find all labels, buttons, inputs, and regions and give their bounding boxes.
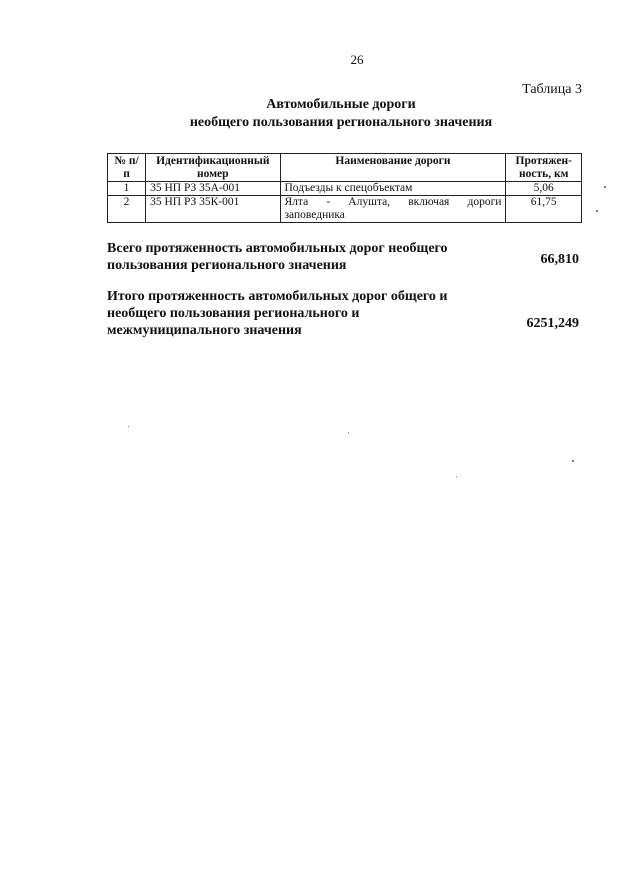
row-num: 1 <box>108 182 146 196</box>
table-label: Таблица 3 <box>522 82 582 97</box>
page-number: 26 <box>350 52 364 67</box>
total-overall <box>107 288 579 339</box>
row-name-line-1: Подъезды к спецобъектам <box>284 182 413 194</box>
table-row <box>108 182 582 196</box>
scan-speck <box>128 426 129 427</box>
total-overall-label: Итого протяженность автомобильных дорог общего и необщего пользования регионального и межмуниципального значения <box>107 289 448 338</box>
scan-speck <box>604 186 606 188</box>
table-header-row <box>108 154 582 182</box>
total-nonpublic <box>107 240 579 274</box>
total-nonpublic-label: Всего протяженность автомобильных дорог необщего пользования регионального значения <box>107 241 448 273</box>
header-num: № п/п <box>108 154 146 182</box>
table-row <box>108 196 582 223</box>
scan-speck <box>572 460 574 462</box>
title-line-1: Автомобильные дороги <box>266 97 416 112</box>
row-id: 35 НП РЗ 35К-001 <box>146 196 280 223</box>
row-length: 61,75 <box>506 196 582 223</box>
row-length: 5,06 <box>506 182 582 196</box>
header-length: Протяжен-ность, км <box>506 154 582 182</box>
row-name-line-2: заповедника <box>284 209 345 221</box>
row-name <box>280 196 506 223</box>
page-title <box>0 96 640 132</box>
row-num: 2 <box>108 196 146 223</box>
row-id: 35 НП РЗ 35А-001 <box>146 182 280 196</box>
scan-speck <box>348 432 349 433</box>
roads-table <box>107 153 582 223</box>
total-overall-value: 6251,249 <box>526 316 579 331</box>
row-name <box>280 182 506 196</box>
title-line-2: необщего пользования регионального значения <box>189 115 493 130</box>
header-name: Наименование дороги <box>280 154 506 182</box>
scan-speck <box>456 476 457 477</box>
total-nonpublic-value: 66,810 <box>540 252 579 267</box>
header-id: Идентификационный номер <box>146 154 280 182</box>
scan-speck <box>596 210 598 212</box>
row-name-line-1: Ялта - Алушта, включая дороги <box>284 196 502 208</box>
